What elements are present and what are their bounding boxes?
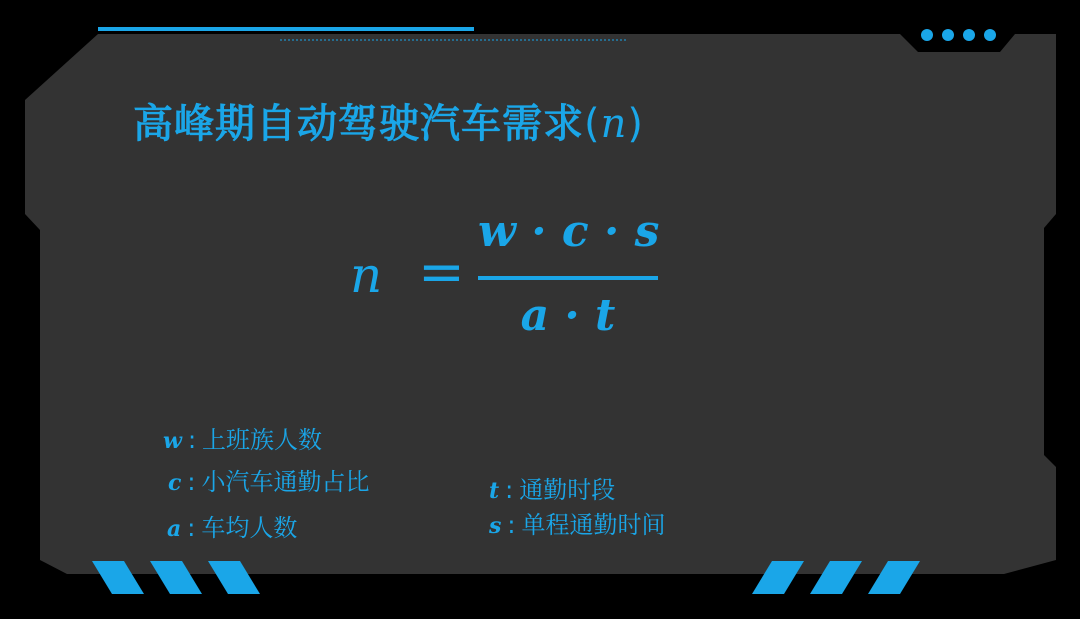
four-dots-icon (921, 29, 996, 41)
diagonal-stripes-icon (752, 561, 920, 594)
legend-symbol: c (168, 470, 182, 496)
legend-separator: : (507, 511, 516, 539)
legend-item-s (489, 505, 665, 540)
legend-symbol: a (167, 516, 182, 542)
title-close-paren: ) (627, 101, 644, 147)
diagonal-stripes-icon (92, 561, 260, 594)
legend-item-w (163, 420, 322, 455)
legend-desc: 单程通勤时间 (521, 511, 666, 539)
title-text: 高峰期自动驾驶汽车需求 (133, 101, 584, 147)
formula-numerator: w · c · s (478, 206, 660, 257)
legend-symbol: t (489, 478, 500, 504)
formula-equals: = (418, 240, 465, 305)
legend-item-c (168, 462, 370, 497)
legend-symbol: s (489, 513, 502, 539)
legend-desc: 小汽车通勤占比 (201, 468, 370, 496)
title-variable: n (600, 101, 628, 147)
legend-separator: : (187, 468, 196, 496)
formula-denominator: a · t (520, 290, 616, 341)
legend-separator: : (187, 514, 196, 542)
formula-lhs: n (350, 246, 383, 304)
title-open-paren: ( (584, 101, 601, 147)
legend-item-t (489, 470, 615, 505)
legend-desc: 车均人数 (201, 514, 298, 542)
legend-separator: : (187, 426, 197, 454)
legend-desc: 上班族人数 (202, 426, 323, 454)
legend-desc: 通勤时段 (519, 476, 616, 504)
page-title (133, 92, 644, 149)
legend-item-a (167, 508, 297, 543)
legend-symbol: w (163, 428, 182, 454)
fraction-bar (478, 276, 658, 280)
legend-separator: : (505, 476, 514, 504)
